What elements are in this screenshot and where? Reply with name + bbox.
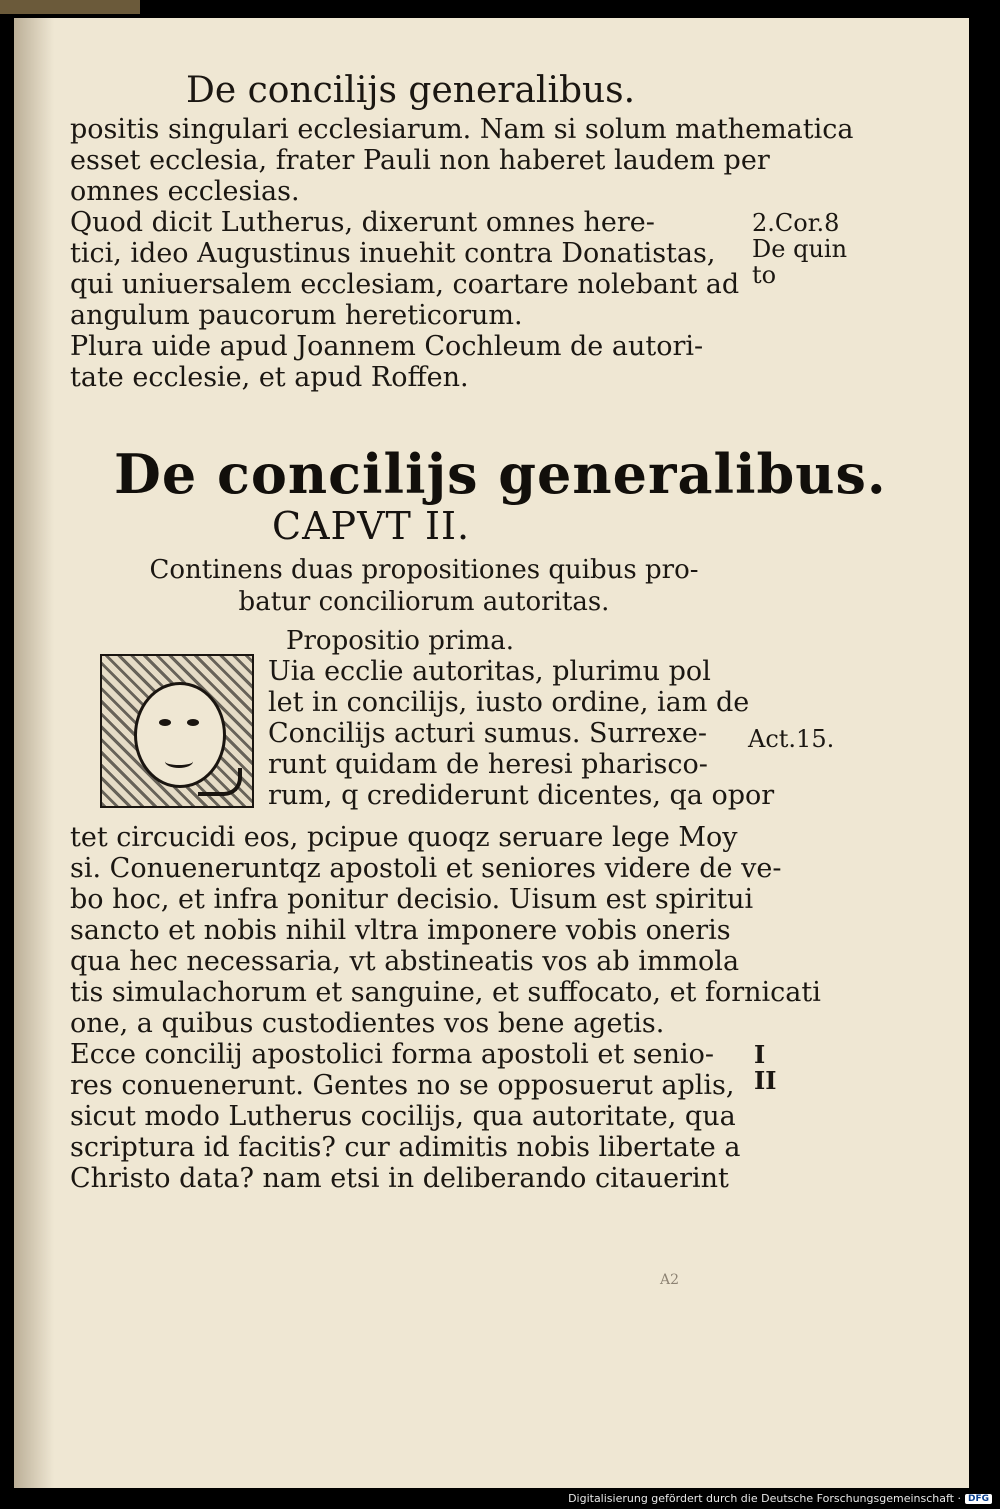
margin-note-act: Act.15.	[748, 725, 835, 753]
margin-note-numerals	[754, 1042, 776, 1094]
text-line: Ecce concilij apostolici forma apostoli et senio-	[70, 1039, 715, 1070]
text-line: esset ecclesia, frater Pauli non haberet laudem per	[70, 145, 770, 176]
text-line: Christo data? nam etsi in deliberando citauerint	[70, 1163, 729, 1194]
main-body-text	[70, 822, 821, 1194]
text-line: res conuenerunt. Gentes no se opposuerut aplis,	[70, 1070, 735, 1101]
chapter-subtitle	[114, 554, 734, 618]
text-line: bo hoc, et infra ponitur decisio. Uisum est spiritui	[70, 884, 754, 915]
proposition-heading: Propositio prima.	[286, 626, 515, 656]
text-line: si. Conueneruntqz apostoli et seniores videre de ve-	[70, 853, 782, 884]
text-line: angulum paucorum hereticorum.	[70, 300, 523, 331]
subtitle-line: Continens duas propositiones quibus pro-	[149, 555, 699, 585]
text-line: scriptura id facitis? cur adimitis nobis libertate a	[70, 1132, 741, 1163]
running-head: De concilijs generalibus.	[186, 70, 636, 111]
text-line: positis singulari ecclesiarum. Nam si solum mathematica	[70, 114, 854, 145]
text-line: Uia ecclie autoritas, plurimu pol	[268, 656, 711, 687]
decorated-initial-q-icon	[100, 654, 254, 808]
text-line: qui uniuersalem ecclesiam, coartare nolebant ad	[70, 269, 740, 300]
text-line: rum, q crediderunt dicentes, qa opor	[268, 780, 775, 811]
text-line: tate ecclesie, et apud Roffen.	[70, 362, 469, 393]
margin-line: II	[754, 1066, 777, 1095]
signature-mark: A2	[660, 1272, 680, 1288]
text-line: let in concilijs, iusto ordine, iam de	[268, 687, 750, 718]
chapter-title: De concilijs generalibus.	[114, 442, 887, 506]
book-edge	[0, 0, 140, 14]
chapter-number: CAPVT II.	[272, 504, 471, 548]
text-line: qua hec necessaria, vt abstineatis vos ab immola	[70, 946, 740, 977]
mouth-icon	[165, 755, 193, 768]
text-line: tis simulachorum et sanguine, et suffocato, et fornicati	[70, 977, 821, 1008]
subtitle-line: batur conciliorum autoritas.	[238, 587, 610, 617]
text-line: tici, ideo Augustinus inuehit contra Donatistas,	[70, 238, 716, 269]
q-tail-icon	[198, 768, 242, 796]
footer-credit	[568, 1492, 992, 1505]
margin-line: 2.Cor.8	[752, 209, 840, 237]
text-line: tet circucidi eos, pcipue quoqz seruare lege Moy	[70, 822, 738, 853]
margin-line: I	[754, 1040, 766, 1069]
text-line: one, a quibus custodientes vos bene agetis.	[70, 1008, 665, 1039]
text-line: omnes ecclesias.	[70, 176, 300, 207]
margin-line: to	[752, 261, 777, 289]
book-page	[14, 18, 969, 1488]
margin-line: De quin	[752, 235, 848, 263]
footer-text: Digitalisierung gefördert durch die Deutsche Forschungsgemeinschaft ·	[568, 1492, 961, 1505]
text-line: Plura uide apud Joannem Cochleum de autori-	[70, 331, 704, 362]
text-line: Quod dicit Lutherus, dixerunt omnes here-	[70, 207, 655, 238]
dfg-logo-icon: DFG	[965, 1494, 992, 1504]
eye-icon	[187, 719, 199, 726]
eye-icon	[159, 719, 171, 726]
dropcap-text-block	[268, 656, 774, 811]
text-line: Concilijs acturi sumus. Surrexe-	[268, 718, 707, 749]
text-line: sancto et nobis nihil vltra imponere vobis oneris	[70, 915, 731, 946]
text-line: sicut modo Lutherus cocilijs, qua autoritate, qua	[70, 1101, 736, 1132]
text-line: runt quidam de heresi pharisco-	[268, 749, 708, 780]
margin-note-cor	[752, 210, 847, 288]
